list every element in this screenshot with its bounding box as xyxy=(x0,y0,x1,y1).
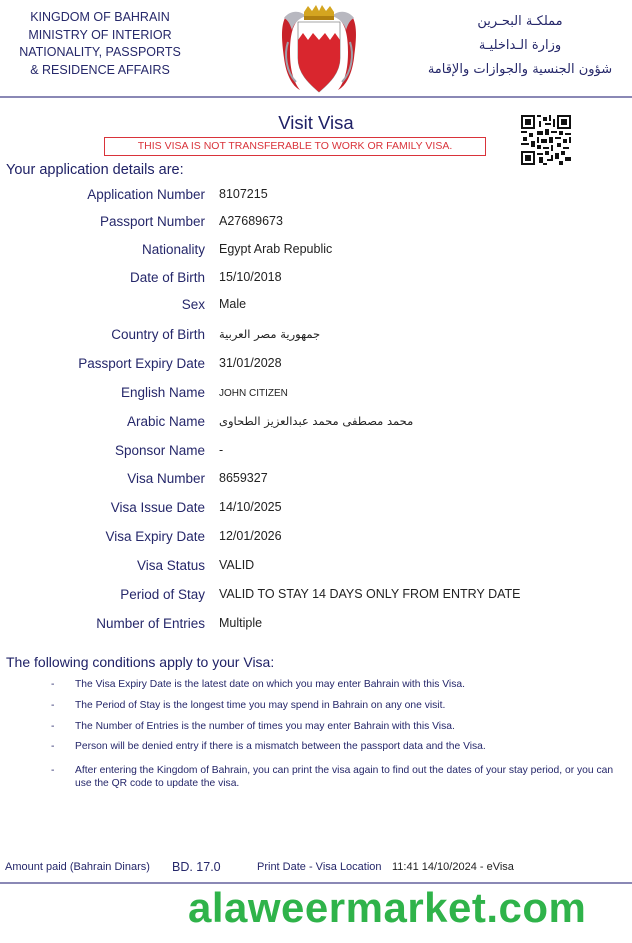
detail-row xyxy=(0,558,632,578)
detail-label: English Name xyxy=(120,385,205,400)
detail-value: 14/10/2025 xyxy=(219,500,282,514)
print-date-value: 11:41 14/10/2024 - eVisa xyxy=(392,861,514,873)
detail-label: Sex xyxy=(181,297,205,312)
watermark-text: alaweermarket.com xyxy=(188,884,587,931)
bullet-dash: - xyxy=(51,721,55,732)
detail-label: Arabic Name xyxy=(126,414,205,429)
detail-label: Visa Expiry Date xyxy=(105,529,205,544)
header-line: مملكـة البحـرين xyxy=(477,14,563,29)
detail-label: Sponsor Name xyxy=(114,443,205,458)
conditions-heading: The following conditions apply to your Visa: xyxy=(6,654,275,670)
detail-value: محمد مصطفى محمد عبدالعزيز الطحاوى xyxy=(219,414,414,428)
detail-label: Visa Issue Date xyxy=(110,500,205,515)
detail-value: A27689673 xyxy=(219,214,283,228)
detail-row xyxy=(0,297,632,317)
detail-label: Country of Birth xyxy=(111,327,205,342)
detail-value: 8659327 xyxy=(219,471,268,485)
detail-row xyxy=(0,587,632,607)
detail-row xyxy=(0,385,632,405)
bullet-dash: - xyxy=(51,741,55,752)
detail-row xyxy=(0,356,632,376)
condition-text: The Number of Entries is the number of times you may enter Bahrain with this Visa. xyxy=(75,721,455,732)
detail-label: Passport Expiry Date xyxy=(78,356,205,371)
detail-label: Period of Stay xyxy=(120,587,205,602)
bullet-dash: - xyxy=(51,765,55,776)
condition-text: The Visa Expiry Date is the latest date on which you may enter Bahrain with this Visa. xyxy=(75,679,465,690)
detail-label: Number of Entries xyxy=(96,616,205,631)
detail-label: Nationality xyxy=(141,242,205,257)
bullet-dash: - xyxy=(51,700,55,711)
header-line: KINGDOM OF BAHRAIN xyxy=(30,10,170,24)
detail-row xyxy=(0,443,632,463)
detail-label: Visa Status xyxy=(136,558,205,573)
detail-value: Egypt Arab Republic xyxy=(219,242,333,256)
bullet-dash: - xyxy=(51,679,55,690)
condition-text: Person will be denied entry if there is a mismatch between the passport data and the Visa. xyxy=(75,741,486,752)
amount-paid-label: Amount paid (Bahrain Dinars) xyxy=(5,861,150,873)
detail-row xyxy=(0,414,632,434)
condition-text: The Period of Stay is the longest time you may spend in Bahrain on any one visit. xyxy=(75,700,446,711)
detail-value: 15/10/2018 xyxy=(219,270,282,284)
detail-label: Application Number xyxy=(87,187,205,202)
header-line: & RESIDENCE AFFAIRS xyxy=(30,62,170,77)
detail-value: - xyxy=(219,443,224,457)
details-intro: Your application details are: xyxy=(6,162,184,178)
detail-label: Visa Number xyxy=(127,471,205,486)
amount-paid-value: BD. 17.0 xyxy=(172,860,221,874)
ministry-name-english xyxy=(0,9,200,79)
detail-row xyxy=(0,529,632,549)
detail-label: Date of Birth xyxy=(129,270,205,285)
header-divider xyxy=(0,96,632,98)
header-line: وزارة الـداخليـة xyxy=(478,38,562,53)
condition-text: After entering the Kingdom of Bahrain, you can print the visa again to find out the dates of your stay period, or you can use the QR code to update the visa. xyxy=(75,765,614,789)
detail-row xyxy=(0,500,632,520)
detail-value: 12/01/2026 xyxy=(219,529,282,543)
detail-value: VALID xyxy=(219,558,255,572)
detail-row xyxy=(0,327,632,347)
detail-row xyxy=(0,270,632,290)
detail-row xyxy=(0,187,632,207)
detail-row xyxy=(0,242,632,262)
detail-value: Male xyxy=(219,297,247,311)
detail-value: Multiple xyxy=(219,616,263,630)
warning-banner: THIS VISA IS NOT TRANSFERABLE TO WORK OR FAMILY VISA. xyxy=(104,137,486,156)
header-line: MINISTRY OF INTERIOR xyxy=(28,27,172,42)
header-line: شؤون الجنسية والجوازات والإقامة xyxy=(427,62,613,77)
detail-value: 31/01/2028 xyxy=(219,356,282,370)
detail-label: Passport Number xyxy=(99,214,205,229)
detail-row xyxy=(0,471,632,491)
detail-row xyxy=(0,214,632,234)
detail-row xyxy=(0,616,632,636)
detail-value: 8107215 xyxy=(219,187,268,201)
detail-value: جمهورية مصر العربية xyxy=(219,327,321,341)
header-line: NATIONALITY, PASSPORTS xyxy=(19,45,181,59)
bahrain-coat-of-arms-icon xyxy=(278,2,360,96)
qr-code-icon[interactable] xyxy=(520,115,572,165)
detail-value: VALID TO STAY 14 DAYS ONLY FROM ENTRY DATE xyxy=(219,587,521,601)
print-date-label: Print Date - Visa Location xyxy=(257,861,382,873)
ministry-name-arabic xyxy=(420,10,620,82)
page-title: Visit Visa xyxy=(278,112,354,133)
detail-value: JOHN CITIZEN xyxy=(219,388,288,399)
